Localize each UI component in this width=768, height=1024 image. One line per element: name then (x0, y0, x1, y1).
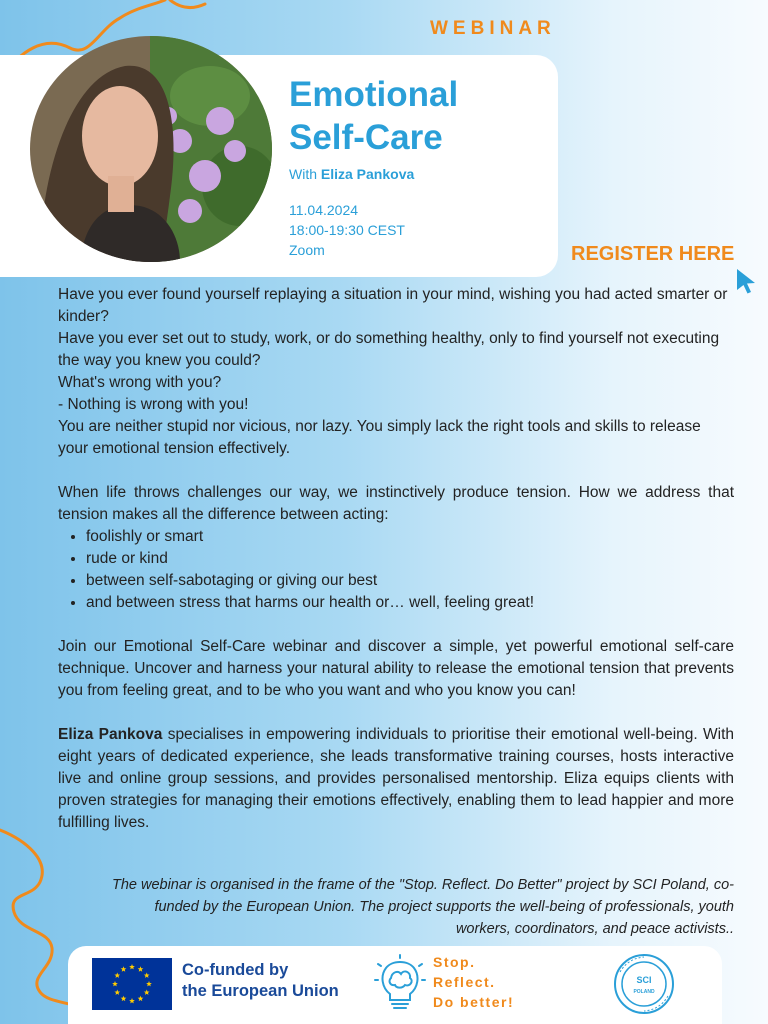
bio-name: Eliza Pankova (58, 726, 163, 743)
event-info (289, 200, 405, 260)
event-platform: Zoom (289, 242, 325, 258)
join-paragraph: Join our Emotional Self-Care webinar and discover a simple, yet powerful emotional self-care technique. Uncover and harness your natural ability to release the emotional tension that prevents you from feeling great, and to be who you want and who you know you can! (58, 638, 734, 699)
eu-label-line2: the European Union (182, 982, 339, 1000)
cursor-pointer-icon (735, 267, 759, 295)
project-line1: Stop. (433, 954, 476, 970)
tension-paragraph: When life throws challenges our way, we instinctively produce tension. How we address that tension makes all the difference between acting: (58, 484, 734, 523)
speaker-name: Eliza Pankova (320, 166, 415, 182)
list-item: • between self-sabotaging or giving our best (86, 570, 734, 592)
intro-line-2: Have you ever set out to study, work, or do something healthy, only to find yourself not executing the way you knew you could? (58, 330, 720, 369)
footer-note: The webinar is organised in the frame of the "Stop. Reflect. Do Better" project by SCI Poland, co-funded by the European Union. The project supports the well-being of professionals, youth workers, coordinators, and peace activists.. (111, 877, 734, 937)
project-line3: Do better! (433, 994, 515, 1010)
register-button[interactable]: REGISTER HERE (571, 243, 735, 265)
body-text (58, 284, 734, 834)
event-date: 11.04.2024 (289, 202, 359, 218)
eu-funding-label (182, 960, 339, 1002)
eu-flag-icon (92, 958, 172, 1010)
intro-line-4: - Nothing is wrong with you! (58, 396, 249, 413)
sci-poland-logo (612, 952, 676, 1016)
event-title-line1: Emotional (289, 75, 459, 114)
bio-text: specialises in empowering individuals to prioritise their emotional well-being. With eight years of dedicated experience, she leads transformative training courses, hosts interactive live and online group sessions, and provides personalised mentorship. Eliza equips clients with proven strategies for managing their emotions effectively, enabling them to lead happier and more fulfilling lives. (58, 726, 735, 831)
intro-line-3: What's wrong with you? (58, 374, 222, 391)
webinar-tag: WEBINAR (430, 18, 556, 39)
speaker-prefix: With (289, 166, 317, 182)
event-time: 18:00-19:30 CEST (289, 222, 405, 238)
project-name (433, 952, 514, 1012)
event-title-line2: Self-Care (289, 118, 443, 157)
speaker-photo (30, 36, 272, 262)
list-item: • and between stress that harms our health or… well, feeling great! (86, 592, 734, 614)
logo-bar (68, 946, 722, 1024)
event-title (289, 73, 458, 159)
speaker-line (289, 166, 414, 182)
eu-label-line1: Co-funded by (182, 961, 289, 979)
list-item: • rude or kind (86, 548, 734, 570)
bullet-list (58, 526, 734, 614)
intro-line-1: Have you ever found yourself replaying a situation in your mind, wishing you had acted smarter or kinder? (58, 286, 728, 325)
bio-paragraph (58, 724, 734, 834)
sci-logo-bottom: POLAND (633, 989, 655, 995)
sci-logo-top: SCI (636, 975, 652, 985)
intro-line-5: You are neither stupid nor vicious, nor lazy. You simply lack the right tools and skills to release your emotional tension effectively. (58, 418, 701, 457)
lightbulb-brain-icon (374, 954, 426, 1016)
project-line2: Reflect. (433, 974, 496, 990)
list-item: • foolishly or smart (86, 526, 734, 548)
